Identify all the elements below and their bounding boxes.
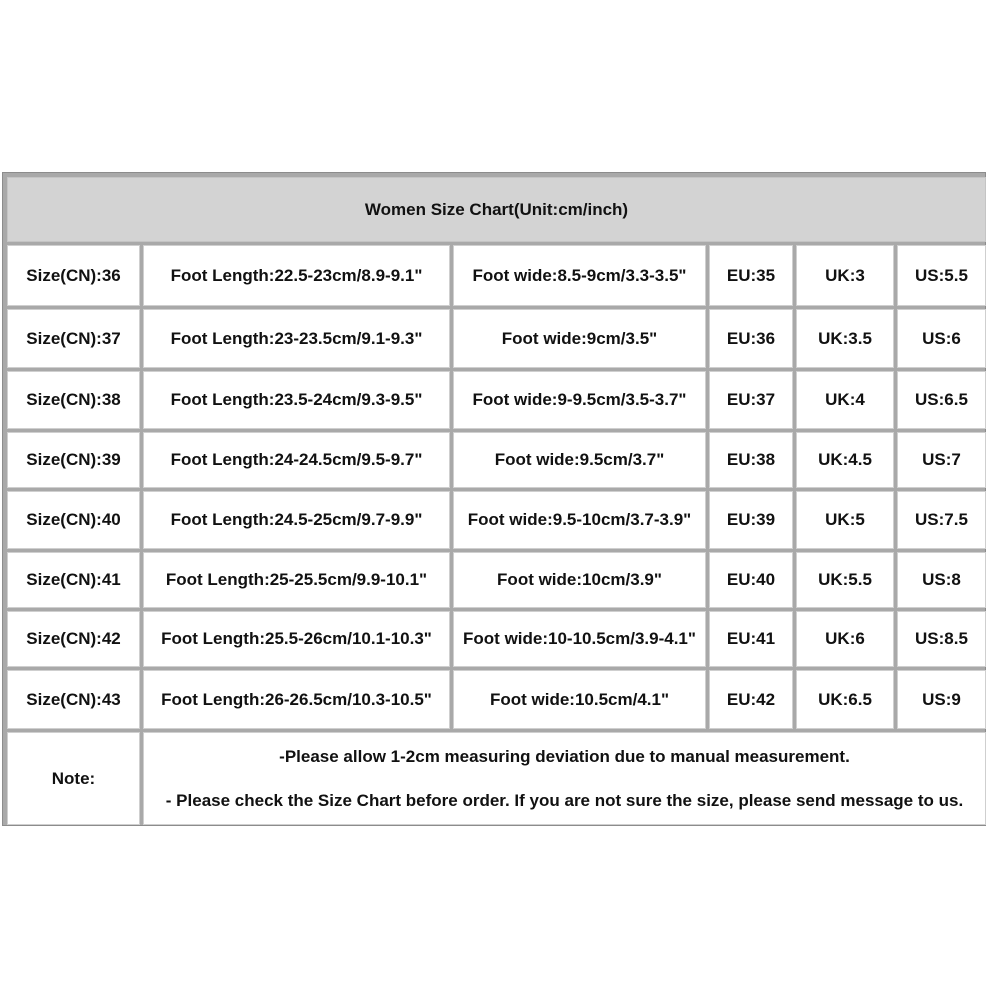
size-cn-cell: Size(CN):36: [7, 245, 140, 306]
foot-wide-cell: Foot wide:8.5-9cm/3.3-3.5": [453, 245, 706, 306]
eu-size-cell: EU:42: [709, 670, 793, 729]
foot-length-cell: Foot Length:25-25.5cm/9.9-10.1": [143, 552, 450, 608]
foot-wide-cell: Foot wide:9cm/3.5": [453, 309, 706, 368]
note-line-deviation: -Please allow 1-2cm measuring deviation due to manual measurement.: [279, 746, 850, 766]
eu-size-cell: EU:38: [709, 432, 793, 488]
size-cn-cell: Size(CN):37: [7, 309, 140, 368]
us-size-cell: US:7.5: [897, 491, 986, 549]
size-cn-cell: Size(CN):39: [7, 432, 140, 488]
foot-length-cell: Foot Length:25.5-26cm/10.1-10.3": [143, 611, 450, 667]
us-size-cell: US:6.5: [897, 371, 986, 429]
foot-wide-cell: Foot wide:10.5cm/4.1": [453, 670, 706, 729]
foot-wide-cell: Foot wide:9-9.5cm/3.5-3.7": [453, 371, 706, 429]
eu-size-cell: EU:36: [709, 309, 793, 368]
size-chart-title: Women Size Chart(Unit:cm/inch): [7, 177, 986, 242]
uk-size-cell: UK:3.5: [796, 309, 894, 368]
eu-size-cell: EU:35: [709, 245, 793, 306]
eu-size-cell: EU:41: [709, 611, 793, 667]
us-size-cell: US:8: [897, 552, 986, 608]
us-size-cell: US:7: [897, 432, 986, 488]
foot-length-cell: Foot Length:24.5-25cm/9.7-9.9": [143, 491, 450, 549]
foot-length-cell: Foot Length:23.5-24cm/9.3-9.5": [143, 371, 450, 429]
size-cn-cell: Size(CN):38: [7, 371, 140, 429]
foot-length-cell: Foot Length:26-26.5cm/10.3-10.5": [143, 670, 450, 729]
note-content: [143, 732, 986, 825]
size-chart-table: [2, 172, 986, 826]
foot-length-cell: Foot Length:22.5-23cm/8.9-9.1": [143, 245, 450, 306]
foot-wide-cell: Foot wide:10cm/3.9": [453, 552, 706, 608]
us-size-cell: US:9: [897, 670, 986, 729]
foot-wide-cell: Foot wide:9.5cm/3.7": [453, 432, 706, 488]
note-line-check-size: - Please check the Size Chart before order. If you are not sure the size, please send message to us.: [165, 790, 964, 810]
eu-size-cell: EU:39: [709, 491, 793, 549]
us-size-cell: US:5.5: [897, 245, 986, 306]
uk-size-cell: UK:6: [796, 611, 894, 667]
size-cn-cell: Size(CN):40: [7, 491, 140, 549]
size-cn-cell: Size(CN):43: [7, 670, 140, 729]
foot-wide-cell: Foot wide:9.5-10cm/3.7-3.9": [453, 491, 706, 549]
uk-size-cell: UK:4.5: [796, 432, 894, 488]
uk-size-cell: UK:3: [796, 245, 894, 306]
us-size-cell: US:6: [897, 309, 986, 368]
foot-length-cell: Foot Length:24-24.5cm/9.5-9.7": [143, 432, 450, 488]
eu-size-cell: EU:37: [709, 371, 793, 429]
size-cn-cell: Size(CN):42: [7, 611, 140, 667]
us-size-cell: US:8.5: [897, 611, 986, 667]
note-label: Note:: [7, 732, 140, 825]
uk-size-cell: UK:5.5: [796, 552, 894, 608]
foot-length-cell: Foot Length:23-23.5cm/9.1-9.3": [143, 309, 450, 368]
foot-wide-cell: Foot wide:10-10.5cm/3.9-4.1": [453, 611, 706, 667]
uk-size-cell: UK:4: [796, 371, 894, 429]
uk-size-cell: UK:5: [796, 491, 894, 549]
size-cn-cell: Size(CN):41: [7, 552, 140, 608]
eu-size-cell: EU:40: [709, 552, 793, 608]
uk-size-cell: UK:6.5: [796, 670, 894, 729]
